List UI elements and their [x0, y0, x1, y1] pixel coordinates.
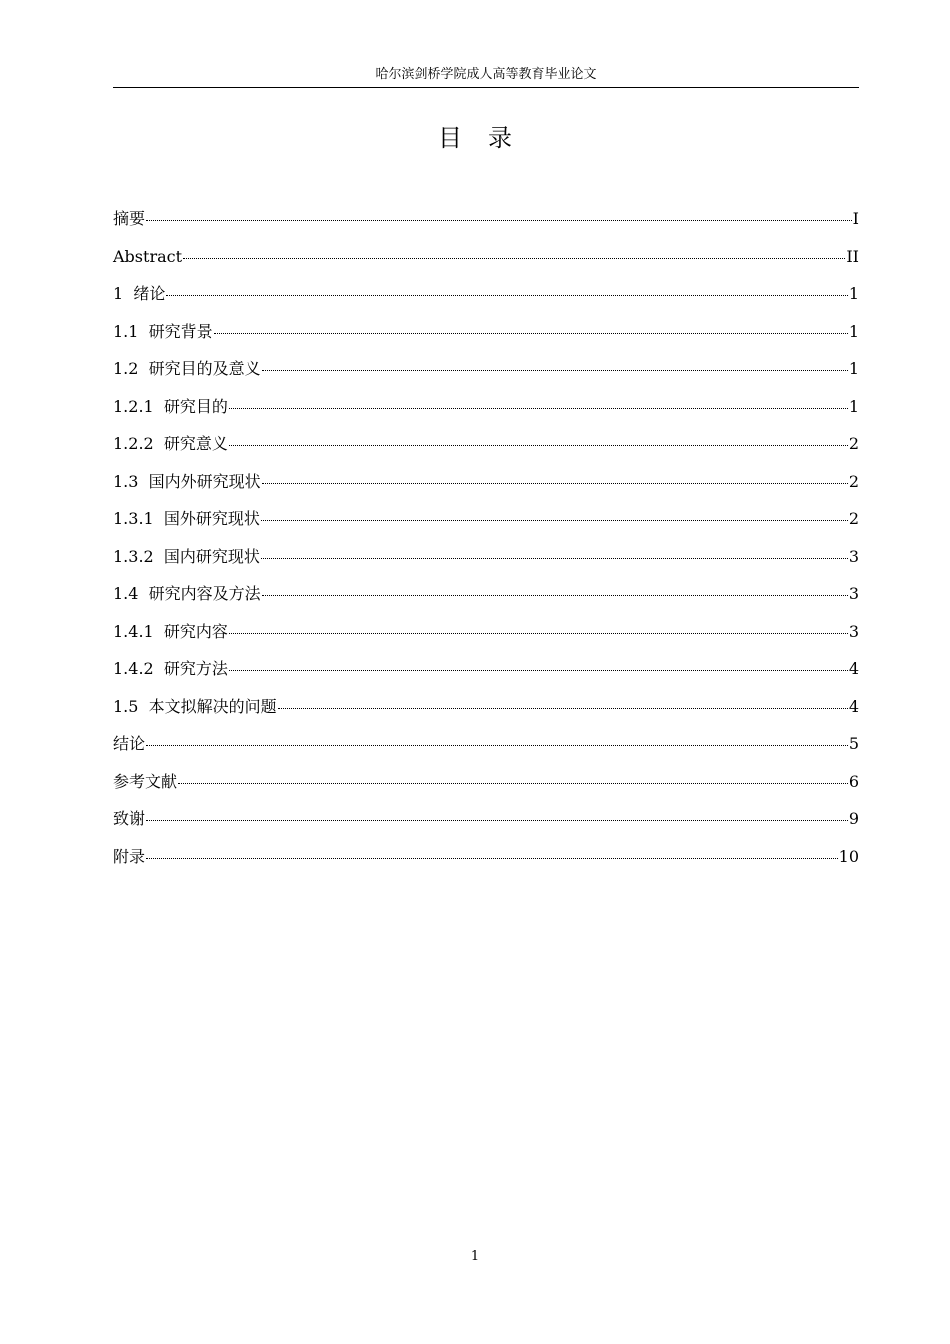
dot-leader: [261, 516, 848, 521]
dot-leader: [146, 854, 838, 859]
toc-entry-page: 4: [848, 696, 859, 716]
toc-entry-1-1[interactable]: [113, 317, 859, 355]
toc-entry-label: 1.3 国内外研究现状: [113, 471, 261, 491]
toc-entry-page: 3: [848, 584, 859, 603]
toc-entry-label: 摘要: [113, 209, 146, 228]
dot-leader: [261, 554, 848, 559]
toc-entry-1-3[interactable]: [113, 467, 859, 505]
toc-entry-references[interactable]: [113, 767, 859, 805]
dot-leader: [262, 366, 848, 371]
dot-leader: [229, 441, 848, 446]
dot-leader: [178, 779, 848, 784]
toc-entry-abstract-cn[interactable]: [113, 204, 859, 242]
toc-entry-label: 参考文献: [113, 771, 178, 791]
toc-entry-page: 1: [848, 321, 859, 341]
toc-entry-1-2[interactable]: [113, 354, 859, 392]
toc-entry-1-4-1[interactable]: [113, 617, 859, 655]
toc-entry-page: 1: [848, 359, 859, 378]
toc-entry-1-2-2[interactable]: [113, 429, 859, 467]
toc-entry-page: 2: [848, 509, 859, 528]
dot-leader: [214, 329, 848, 334]
dot-leader: [229, 666, 848, 671]
toc-entry-label: 1.5 本文拟解决的问题: [113, 696, 277, 716]
toc-entry-page: 5: [848, 734, 859, 753]
dot-leader: [146, 741, 848, 746]
page-number: 1: [470, 1249, 480, 1264]
toc-entry-label: 1.1 研究背景: [113, 321, 213, 341]
toc-entry-1-4[interactable]: [113, 579, 859, 617]
dot-leader: [146, 816, 848, 821]
toc-entry-appendix[interactable]: [113, 842, 859, 880]
dot-leader: [229, 629, 848, 634]
dot-leader: [166, 291, 847, 296]
toc-entry-1-3-2[interactable]: [113, 542, 859, 580]
toc-entry-label: 1 绪论: [113, 284, 166, 303]
toc-entry-page: 1: [848, 396, 859, 416]
dot-leader: [262, 479, 848, 484]
toc-entry-chapter-1[interactable]: [113, 279, 859, 317]
dot-leader: [183, 254, 845, 259]
toc-entry-acknowledgements[interactable]: [113, 804, 859, 842]
toc-entry-page: 2: [848, 471, 859, 491]
toc-entry-page: 9: [848, 809, 859, 828]
toc-entry-page: II: [846, 246, 859, 266]
toc-entry-page: 3: [848, 621, 859, 641]
toc-entry-conclusion[interactable]: [113, 729, 859, 767]
toc-entry-1-5[interactable]: [113, 692, 859, 730]
toc-entry-label: 1.3.1 国外研究现状: [113, 509, 260, 528]
toc-entry-page: 4: [848, 659, 859, 678]
toc-entry-page: I: [852, 209, 859, 228]
toc-entry-label: 1.2.1 研究目的: [113, 396, 228, 416]
toc-entry-abstract-en[interactable]: [113, 242, 859, 280]
toc-entry-page: 1: [848, 284, 859, 303]
toc-entry-label: 1.2 研究目的及意义: [113, 359, 261, 378]
toc-entry-label: 1.4.2 研究方法: [113, 659, 228, 678]
toc-entry-label: 1.3.2 国内研究现状: [113, 546, 260, 566]
running-header: 哈尔滨剑桥学院成人高等教育毕业论文: [113, 66, 859, 88]
toc-entry-label: 1.4.1 研究内容: [113, 621, 228, 641]
toc-entry-label: 结论: [113, 734, 146, 753]
dot-leader: [262, 591, 848, 596]
toc-entry-1-3-1[interactable]: [113, 504, 859, 542]
toc-entry-1-2-1[interactable]: [113, 392, 859, 430]
toc-entry-page: 2: [848, 434, 859, 453]
table-of-contents: [113, 204, 859, 879]
toc-entry-label: Abstract: [113, 246, 183, 266]
dot-leader: [229, 404, 848, 409]
dot-leader: [146, 216, 852, 221]
toc-entry-label: 1.2.2 研究意义: [113, 434, 228, 453]
toc-entry-page: 3: [848, 546, 859, 566]
dot-leader: [278, 704, 848, 709]
toc-entry-page: 10: [838, 846, 859, 866]
toc-entry-label: 1.4 研究内容及方法: [113, 584, 261, 603]
toc-entry-label: 致谢: [113, 809, 146, 828]
toc-entry-page: 6: [848, 771, 859, 791]
toc-entry-label: 附录: [113, 846, 146, 866]
toc-entry-1-4-2[interactable]: [113, 654, 859, 692]
toc-title: 目录: [438, 124, 538, 152]
